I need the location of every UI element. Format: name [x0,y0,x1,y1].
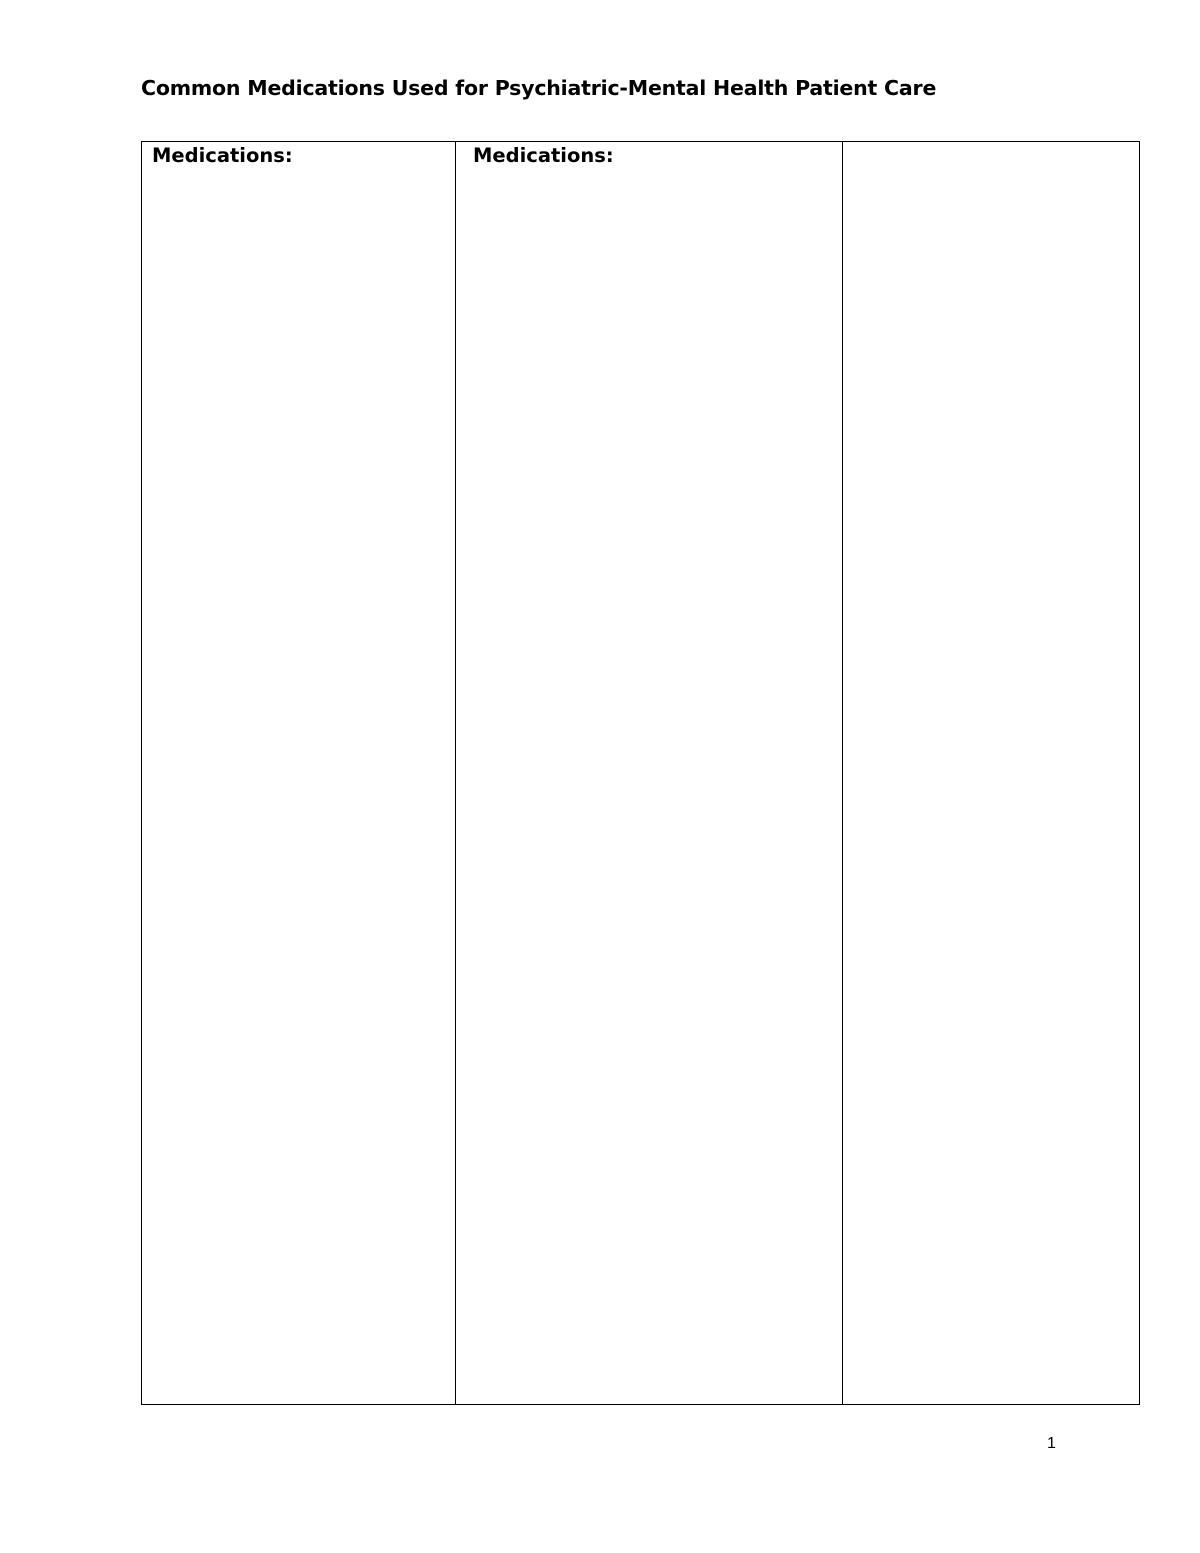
medications-table [141,141,1140,1405]
document-title: Common Medications Used for Psychiatric-Mental Health Patient Care [141,76,937,100]
table-column-3-empty [843,142,1139,1404]
page-number: 1 [1047,1435,1056,1452]
table-column-1: Medications: [142,142,456,1404]
table-column-2: Medications: [456,142,843,1404]
